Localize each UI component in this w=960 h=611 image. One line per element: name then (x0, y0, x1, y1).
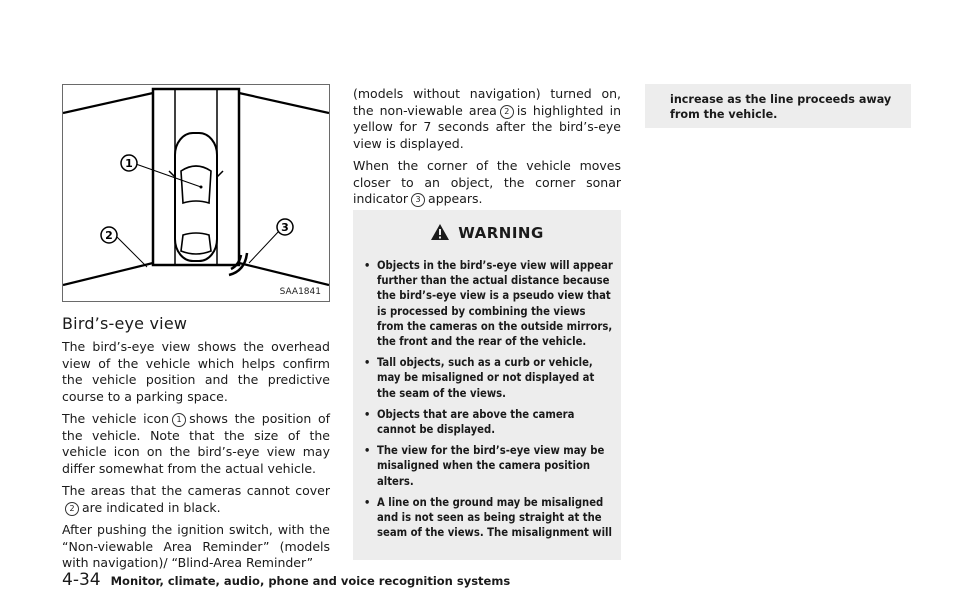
warning-list (363, 258, 615, 546)
warning-continued-text: increase as the line proceeds away from the vehicle. (670, 93, 892, 121)
paragraph: After pushing the ignition switch, with the “Non-viewable Area Reminder” (models with navigation)/ “Blind-Area Reminder” (62, 522, 330, 570)
warning-item: • The view for the bird’s-eye view may be misaligned when the camera position alters. (363, 443, 615, 489)
callout-marker: 3 (411, 193, 425, 207)
figure-frame (62, 84, 330, 302)
section-title: Bird’s-eye view (62, 314, 188, 333)
page-footer (62, 570, 510, 590)
warning-continuation-box (645, 84, 911, 128)
warning-box (353, 210, 621, 560)
callout-2-label: 2 (105, 229, 113, 242)
page-number: 4-34 (62, 570, 101, 590)
paragraph: When the corner of the vehicle moves closer to an object, the corner sonar indicator 3 appears. (353, 158, 621, 206)
callout-3-label: 3 (281, 221, 289, 234)
paragraph: (models without navigation) turned on, the non-viewable area 2 is highlighted in yellow for 7 seconds after the bird’s-eye view is displayed. (353, 86, 621, 151)
warning-item: • Objects that are above the camera cannot be displayed. (363, 407, 615, 437)
callout-marker: 1 (172, 413, 186, 427)
paragraph: The areas that the cameras cannot cover2 are indicated in black. (62, 483, 330, 515)
column-2 (353, 86, 621, 214)
warning-triangle-icon (430, 223, 450, 245)
warning-title: WARNING (458, 224, 544, 242)
callout-marker: 2 (65, 502, 79, 516)
birds-eye-illustration (63, 85, 329, 301)
callout-marker: 2 (500, 105, 514, 119)
figure-code: SAA1841 (279, 287, 321, 297)
warning-item: • Objects in the bird’s-eye view will appear further than the actual distance because the bird’s-eye view is a pseudo view that is processed by combining the views from the cameras on the outside mirrors, the front and the rear of the vehicle. (363, 258, 615, 349)
callout-1-label: 1 (125, 157, 133, 170)
warning-item: • Tall objects, such as a curb or vehicle, may be misaligned or not displayed at the seam of the views. (363, 355, 615, 401)
warning-item: • A line on the ground may be misaligned and is not seen as being straight at the seam of the views. The misalignment will (363, 495, 615, 541)
paragraph: The vehicle icon 1 shows the position of the vehicle. Note that the size of the vehicle icon on the bird’s-eye view may differ somewhat from the actual vehicle. (62, 411, 331, 476)
chapter-title: Monitor, climate, audio, phone and voice recognition systems (110, 574, 511, 588)
column-1 (62, 339, 330, 578)
warning-header (353, 223, 621, 245)
paragraph: The bird’s-eye view shows the overhead view of the vehicle which helps confirm the vehicle position and the predictive course to a parking space. (62, 339, 330, 404)
